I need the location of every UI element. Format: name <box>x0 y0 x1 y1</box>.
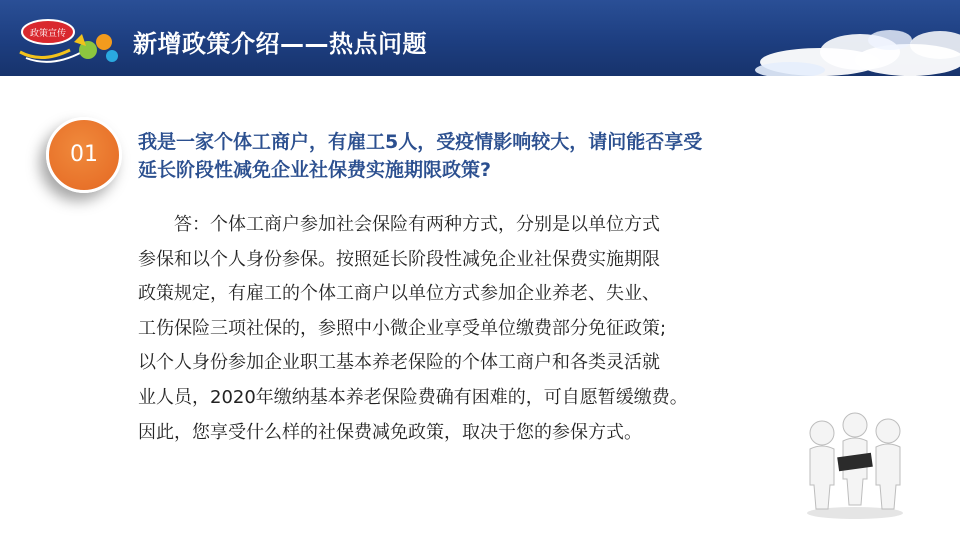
question-number-badge: 01 <box>46 117 122 193</box>
answer-line: 业人员，2020年缴纳基本养老保险费确有困难的，可自愿暂缓缴费。 <box>138 386 688 408</box>
answer-line: 政策规定，有雇工的个体工商户以单位方式参加企业养老、失业、 <box>138 283 660 305</box>
answer-line: 因此，您享受什么样的社保费减免政策，取决于您的参保方式。 <box>138 421 642 443</box>
question-text <box>138 128 788 184</box>
answer-line: 答：个体工商户参加社会保险有两种方式，分别是以单位方式 <box>174 214 660 235</box>
policy-mascot-logo <box>12 12 122 70</box>
answer-line: 工伤保险三项社保的，参照中小微企业享受单位缴费部分免征政策; <box>138 317 667 339</box>
answer-line: 以个人身份参加企业职工基本养老保险的个体工商户和各类灵活就 <box>138 352 660 374</box>
page-title: 新增政策介绍——热点问题 <box>133 30 427 58</box>
svg-text:政策宣传: 政策宣传 <box>29 29 67 39</box>
three-figures-illustration <box>800 405 910 520</box>
question-line: 延长阶段性减免企业社保费实施期限政策? <box>138 159 492 181</box>
answer-line: 参保和以个人身份参保。按照延长阶段性减免企业社保费实施期限 <box>138 248 660 270</box>
cloud-decoration <box>700 0 960 76</box>
header-bar <box>0 0 960 76</box>
question-line: 我是一家个体工商户，有雇工5人，受疫情影响较大，请问能否享受 <box>138 131 703 153</box>
answer-text <box>138 208 788 450</box>
